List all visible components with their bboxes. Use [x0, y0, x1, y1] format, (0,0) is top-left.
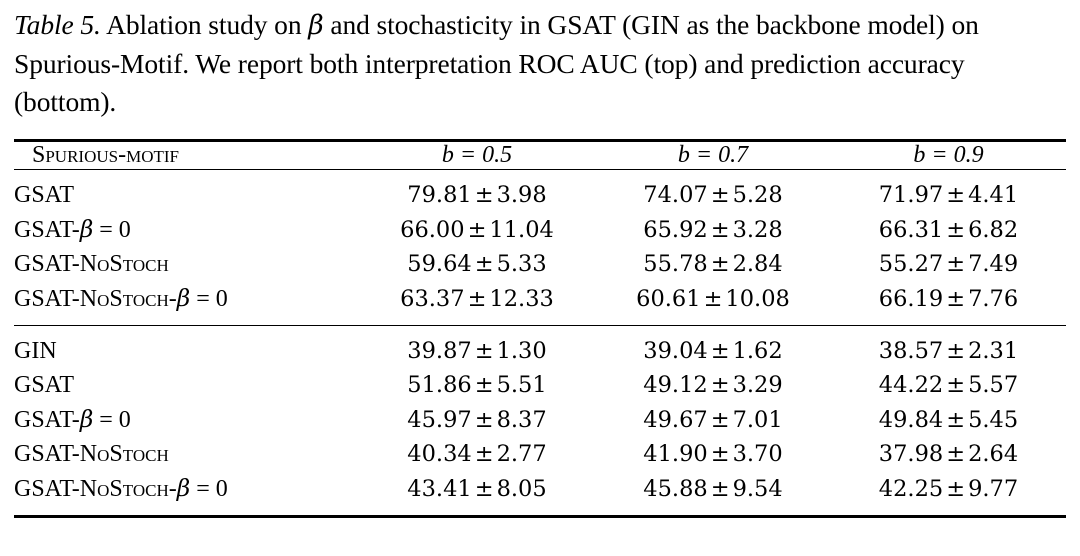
cell-std: 3.28 [732, 216, 783, 243]
table-row [14, 471, 1066, 516]
cell-mean: 79.81 [407, 181, 472, 208]
table-row [14, 326, 1066, 369]
plus-minus-icon: ± [946, 216, 966, 243]
cell-mean: 55.78 [643, 250, 708, 277]
cell-std: 8.37 [496, 406, 547, 433]
row-label-beta-suffix: β = 0 [176, 474, 228, 502]
cell-mean: 44.22 [878, 371, 944, 398]
table-row [14, 368, 1066, 402]
plus-minus-icon: ± [710, 216, 730, 243]
cell-std: 5.28 [732, 181, 783, 208]
plus-minus-icon: ± [946, 181, 966, 208]
plus-minus-icon: ± [474, 337, 494, 364]
cell-value [595, 281, 831, 325]
plus-minus-icon: ± [946, 337, 966, 364]
cell-std: 2.64 [968, 440, 1019, 467]
table-row [14, 402, 1066, 437]
cell-value [831, 247, 1066, 281]
cell-std: 4.41 [968, 181, 1019, 208]
cell-std: 11.04 [489, 216, 554, 243]
cell-value [359, 471, 595, 516]
cell-std: 10.08 [725, 285, 790, 312]
cell-mean: 45.97 [407, 406, 472, 433]
cell-mean: 66.19 [878, 285, 944, 312]
cell-std: 7.76 [968, 285, 1019, 312]
cell-mean: 59.64 [407, 250, 472, 277]
header-col-2: b = 0.7 [677, 141, 749, 168]
row-label-base: GSAT-NoStoch- [14, 285, 177, 312]
row-label-base: GSAT- [14, 216, 80, 243]
cell-value [831, 170, 1066, 213]
table-row [14, 170, 1066, 213]
row-label-base: GSAT-NoStoch [14, 250, 169, 277]
row-label [14, 170, 359, 213]
row-label [14, 368, 359, 402]
cell-mean: 63.37 [400, 285, 465, 312]
row-label-base: GIN [14, 337, 57, 364]
cell-value [359, 326, 595, 369]
plus-minus-icon: ± [710, 475, 730, 502]
header-row-label: Spurious-motif [32, 141, 179, 168]
cell-value [359, 437, 595, 471]
cell-std: 1.30 [496, 337, 547, 364]
row-label-beta-suffix: β = 0 [176, 284, 228, 312]
table-row [14, 212, 1066, 247]
cell-mean: 66.00 [400, 216, 465, 243]
cell-std: 3.29 [732, 371, 783, 398]
cell-mean: 51.86 [407, 371, 472, 398]
table-label: Table 5. [14, 9, 101, 40]
cell-mean: 40.34 [407, 440, 472, 467]
cell-value [595, 402, 831, 437]
table-bottom-rule [14, 516, 1066, 518]
cell-std: 8.05 [496, 475, 547, 502]
cell-mean: 49.84 [878, 406, 944, 433]
cell-std: 5.45 [968, 406, 1019, 433]
row-label-beta-suffix: β = 0 [79, 405, 131, 433]
results-table [14, 139, 1066, 518]
cell-mean: 49.12 [643, 371, 708, 398]
cell-std: 3.98 [496, 181, 547, 208]
cell-value [359, 402, 595, 437]
plus-minus-icon: ± [946, 250, 966, 277]
cell-mean: 65.92 [643, 216, 708, 243]
cell-mean: 49.67 [643, 406, 708, 433]
cell-value [359, 247, 595, 281]
cell-value [595, 326, 831, 369]
plus-minus-icon: ± [946, 440, 966, 467]
plus-minus-icon: ± [710, 406, 730, 433]
cell-mean: 60.61 [636, 285, 701, 312]
row-label [14, 437, 359, 471]
table-row [14, 437, 1066, 471]
cell-mean: 38.57 [878, 337, 944, 364]
plus-minus-icon: ± [946, 406, 966, 433]
cell-std: 5.51 [496, 371, 547, 398]
cell-mean: 66.31 [878, 216, 944, 243]
row-label [14, 212, 359, 247]
caption-text-part1: Ablation study on [100, 9, 309, 40]
plus-minus-icon: ± [474, 181, 494, 208]
cell-value [831, 368, 1066, 402]
cell-value [359, 368, 595, 402]
cell-value [831, 471, 1066, 516]
plus-minus-icon: ± [946, 371, 966, 398]
cell-std: 5.33 [496, 250, 547, 277]
row-label-beta-suffix: β = 0 [79, 215, 131, 243]
cell-value [595, 247, 831, 281]
cell-std: 3.70 [732, 440, 783, 467]
cell-value [359, 212, 595, 247]
plus-minus-icon: ± [710, 250, 730, 277]
cell-std: 7.01 [732, 406, 783, 433]
row-label [14, 471, 359, 516]
plus-minus-icon: ± [703, 285, 723, 312]
cell-value [595, 212, 831, 247]
header-col-3: b = 0.9 [913, 141, 984, 168]
cell-value [831, 326, 1066, 369]
plus-minus-icon: ± [946, 475, 966, 502]
plus-minus-icon: ± [474, 475, 494, 502]
cell-std: 12.33 [489, 285, 554, 312]
cell-value [831, 212, 1066, 247]
plus-minus-icon: ± [710, 371, 730, 398]
cell-mean: 42.25 [878, 475, 944, 502]
cell-std: 9.77 [968, 475, 1019, 502]
row-label [14, 326, 359, 369]
cell-value [359, 170, 595, 213]
header-col-1: b = 0.5 [441, 141, 513, 168]
row-label-base: GSAT-NoStoch [14, 440, 169, 467]
plus-minus-icon: ± [474, 250, 494, 277]
cell-mean: 43.41 [407, 475, 472, 502]
cell-mean: 71.97 [878, 181, 944, 208]
table-row [14, 281, 1066, 325]
cell-value [595, 368, 831, 402]
cell-value [831, 281, 1066, 325]
row-label [14, 281, 359, 325]
cell-mean: 74.07 [643, 181, 708, 208]
cell-std: 2.77 [496, 440, 547, 467]
cell-std: 2.84 [732, 250, 783, 277]
cell-mean: 41.90 [643, 440, 708, 467]
row-label-base: GSAT- [14, 406, 80, 433]
cell-mean: 37.98 [878, 440, 944, 467]
cell-std: 9.54 [732, 475, 783, 502]
cell-std: 7.49 [968, 250, 1019, 277]
row-label-base: GSAT-NoStoch- [14, 475, 177, 502]
cell-mean: 39.04 [643, 337, 708, 364]
cell-value [595, 437, 831, 471]
row-label-base: GSAT [14, 371, 75, 398]
row-label [14, 247, 359, 281]
plus-minus-icon: ± [710, 337, 730, 364]
table-row [14, 247, 1066, 281]
table-header-row [14, 142, 1066, 170]
cell-value [831, 402, 1066, 437]
plus-minus-icon: ± [467, 285, 487, 312]
cell-std: 6.82 [968, 216, 1019, 243]
plus-minus-icon: ± [946, 285, 966, 312]
cell-mean: 45.88 [643, 475, 708, 502]
cell-std: 5.57 [968, 371, 1019, 398]
table-caption [14, 6, 1066, 121]
caption-text-part2: and stochasticity in GSAT (GIN as the backbone model) on Spurious-Motif. We report both interpretation ROC AUC (top) and prediction accuracy (bottom). [14, 9, 979, 117]
cell-std: 1.62 [732, 337, 783, 364]
plus-minus-icon: ± [474, 371, 494, 398]
plus-minus-icon: ± [474, 440, 494, 467]
beta-symbol: β [308, 10, 324, 41]
row-label-base: GSAT [14, 181, 75, 208]
plus-minus-icon: ± [474, 406, 494, 433]
row-label [14, 402, 359, 437]
plus-minus-icon: ± [710, 440, 730, 467]
plus-minus-icon: ± [710, 181, 730, 208]
cell-value [595, 471, 831, 516]
cell-value [359, 281, 595, 325]
cell-value [831, 437, 1066, 471]
plus-minus-icon: ± [467, 216, 487, 243]
cell-value [595, 170, 831, 213]
cell-std: 2.31 [968, 337, 1019, 364]
cell-mean: 55.27 [878, 250, 944, 277]
cell-mean: 39.87 [407, 337, 472, 364]
